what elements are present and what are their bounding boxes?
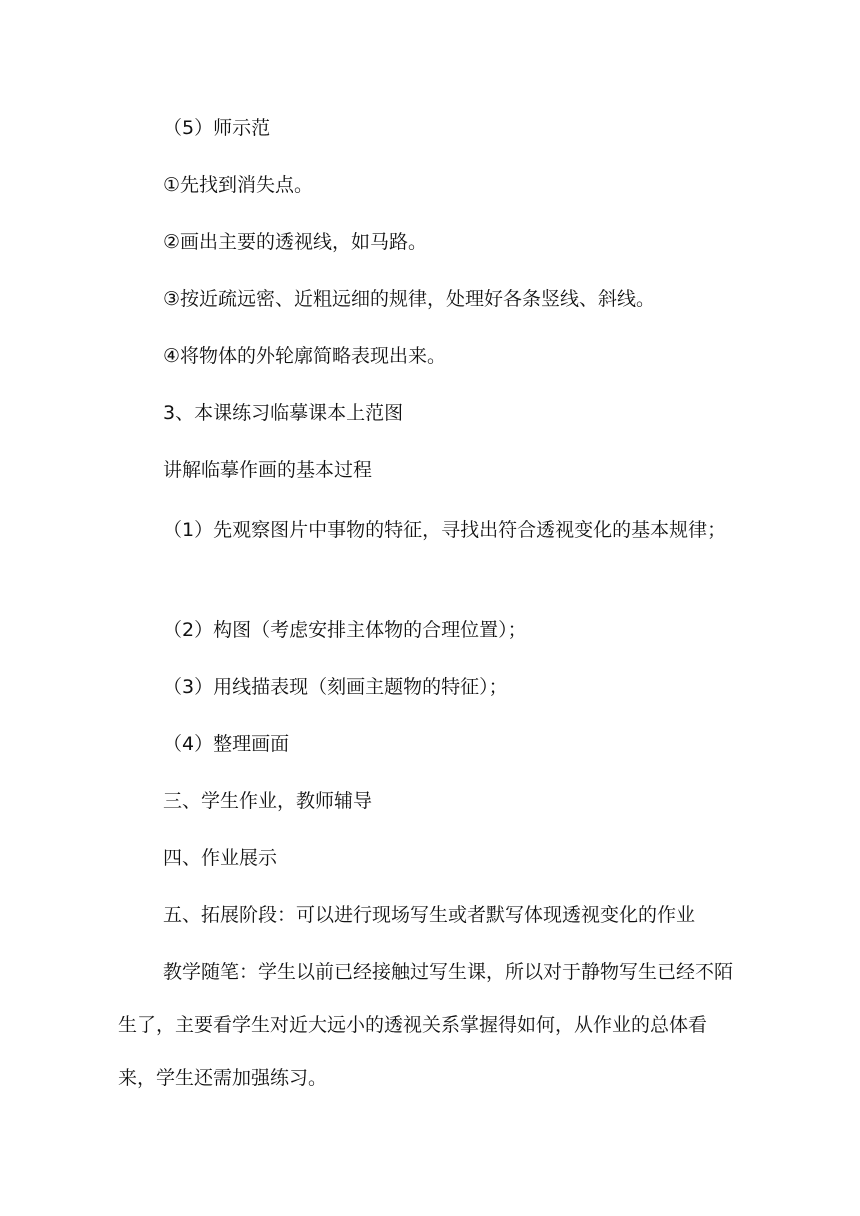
paragraph-process-3: （3）用线描表现（刻画主题物的特征）；	[163, 676, 508, 698]
paragraph-process-1: （1）先观察图片中事物的特征，寻找出符合透视变化的基本规律；	[163, 519, 727, 541]
paragraph-process-intro: 讲解临摹作画的基本过程	[163, 459, 373, 481]
paragraph-step-2: ②画出主要的透视线，如马路。	[163, 231, 428, 253]
paragraph-step-4: ④将物体的外轮廓简略表现出来。	[163, 345, 447, 367]
paragraph-practice-heading: 3、本课练习临摹课本上范图	[163, 402, 404, 424]
paragraph-section-3: 三、学生作业，教师辅导	[163, 790, 373, 812]
paragraph-section-4: 四、作业展示	[163, 847, 278, 869]
paragraph-section-5: 五、拓展阶段：可以进行现场写生或者默写体现透视变化的作业	[163, 904, 696, 926]
paragraph-process-2: （2）构图（考虑安排主体物的合理位置）；	[163, 619, 527, 641]
paragraph-step-1: ①先找到消失点。	[163, 174, 314, 196]
paragraph-process-4: （4）整理画面	[163, 733, 290, 755]
paragraph-teaching-notes: 教学随笔：学生以前已经接触过写生课，所以对于静物写生已经不陌生了，主要看学生对近大远小的透视关系掌握得如何，从作业的总体看来，学生还需加强练习。	[118, 961, 734, 1089]
paragraph-step-3: ③按近疏远密、近粗远细的规律，处理好各条竖线、斜线。	[163, 288, 656, 310]
paragraph-teacher-demo: （5）师示范	[163, 117, 271, 139]
